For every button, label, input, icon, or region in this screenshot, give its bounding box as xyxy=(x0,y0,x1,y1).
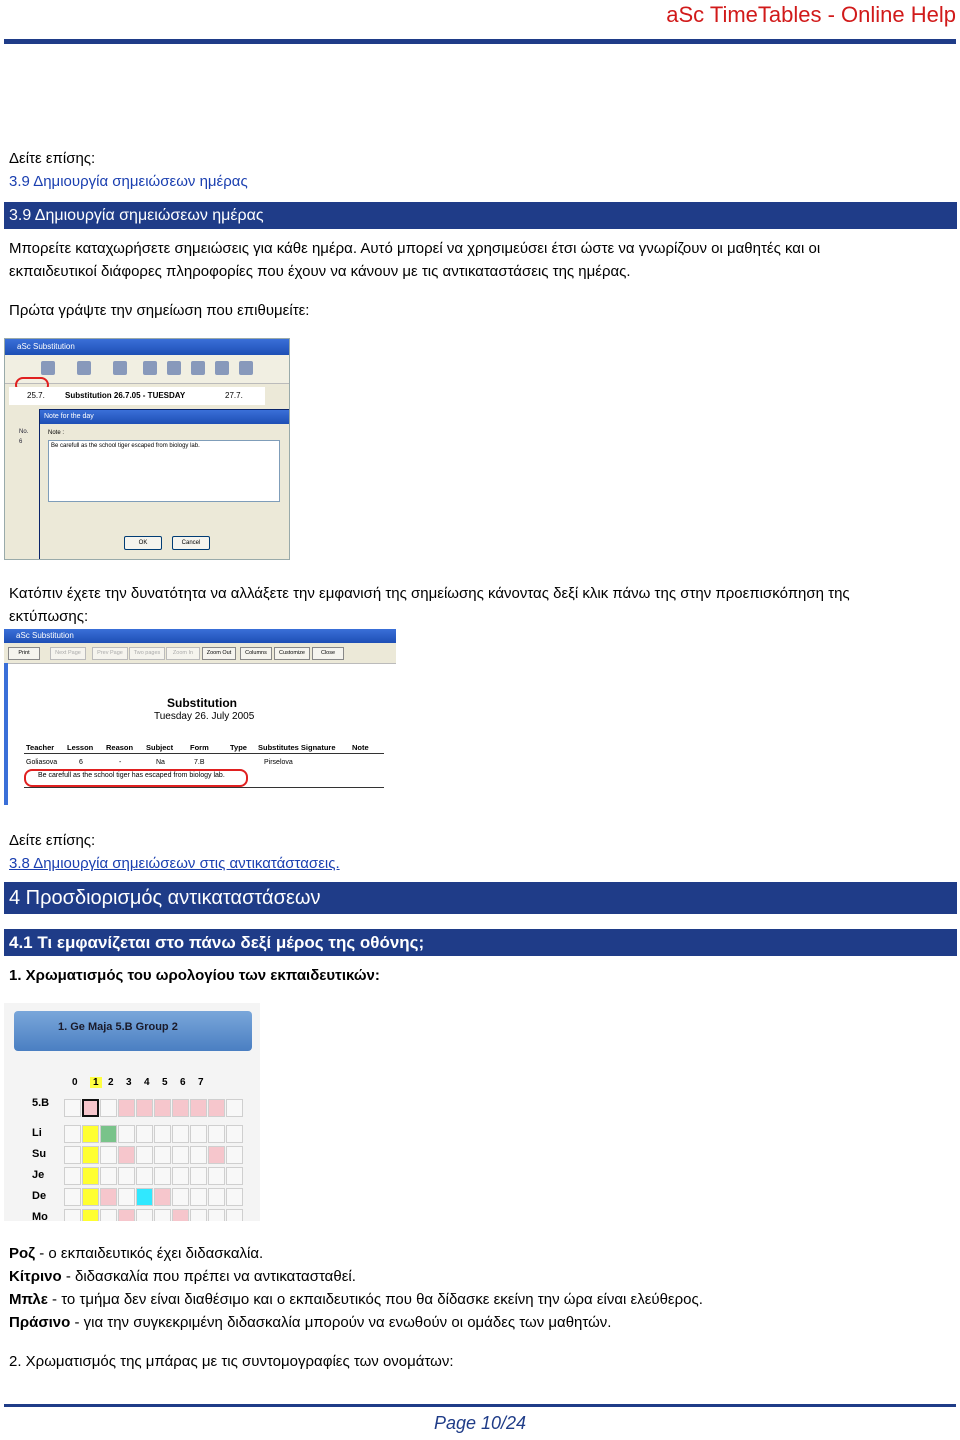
timetable-cell[interactable] xyxy=(208,1167,225,1185)
legend-item xyxy=(9,1265,356,1288)
side-no-value: 6 xyxy=(19,439,23,445)
timetable-cell[interactable] xyxy=(100,1099,117,1117)
timetable-cell[interactable] xyxy=(172,1209,189,1221)
timetable-cell[interactable] xyxy=(136,1146,153,1164)
legend-item xyxy=(9,1288,703,1311)
columns-button[interactable]: Columns xyxy=(240,647,272,660)
timetable-cell[interactable] xyxy=(190,1125,207,1143)
cancel-button[interactable]: Cancel xyxy=(172,536,210,550)
cell-substitute: Pirselova xyxy=(264,759,293,766)
timetable-cell[interactable] xyxy=(190,1167,207,1185)
timetable-cell[interactable] xyxy=(154,1209,171,1221)
timetable-cell[interactable] xyxy=(64,1188,81,1206)
see-also-label: Δείτε επίσης: xyxy=(9,150,96,167)
timetable-cell[interactable] xyxy=(64,1167,81,1185)
preview-date: Tuesday 26. July 2005 xyxy=(154,711,255,722)
toolbar-icon[interactable] xyxy=(191,361,205,375)
period-number: 4 xyxy=(144,1077,150,1088)
timetable-cell[interactable] xyxy=(154,1188,171,1206)
see-also-link[interactable]: 3.9 Δημιουργία σημειώσεων ημέρας xyxy=(9,173,248,190)
timetable-cell[interactable] xyxy=(100,1167,117,1185)
timetable-cell[interactable] xyxy=(136,1167,153,1185)
toolbar-icon[interactable] xyxy=(143,361,157,375)
timetable-cell[interactable] xyxy=(154,1099,171,1117)
paragraph-line: Κατόπιν έχετε την δυνατότητα να αλλάξετε την εμφανισή της σημείωσης κάνοντας δεξί κλικ πάνω της στην προεπισκόπηση της xyxy=(9,585,850,602)
legend-term: Κίτρινο xyxy=(9,1268,62,1285)
paragraph-line: Μπορείτε καταχωρήσετε σημειώσεις για κάθε ημέρα. Αυτό μπορεί να χρησιμεύσει έτσι ώστε να γνωρίζουν οι μαθητές και οι xyxy=(9,240,821,257)
timetable-cell[interactable] xyxy=(82,1099,99,1117)
page-number: Page 10/24 xyxy=(433,1413,527,1433)
two-pages-button[interactable]: Two pages xyxy=(129,647,165,660)
page-header-title: aSc TimeTables - Online Help xyxy=(666,2,956,27)
paragraph-instruction: Πρώτα γράψτε την σημείωση που επιθυμείτε: xyxy=(9,302,310,319)
period-number: 7 xyxy=(198,1077,204,1088)
list-item-heading: 1. Χρωματισμός του ωρολογίου των εκπαιδευτικών: xyxy=(9,967,380,984)
timetable-cell[interactable] xyxy=(136,1125,153,1143)
side-column xyxy=(19,427,28,447)
cell-reason: - xyxy=(119,759,122,766)
screenshot-teacher-timetable xyxy=(4,1003,260,1221)
timetable-cell[interactable] xyxy=(172,1125,189,1143)
period-number: 0 xyxy=(72,1077,78,1088)
legend-desc: - ο εκπαιδευτικός έχει διδασκαλία. xyxy=(35,1245,264,1262)
toolbar-icon[interactable] xyxy=(41,361,55,375)
cell-form: 7.B xyxy=(194,759,205,766)
timetable-cell[interactable] xyxy=(190,1188,207,1206)
timetable-cell[interactable] xyxy=(82,1167,99,1185)
note-label: Note : xyxy=(48,430,65,436)
day-label: Su xyxy=(32,1148,47,1160)
preview-border xyxy=(4,663,8,805)
timetable-cell[interactable] xyxy=(64,1209,81,1221)
legend-desc: - το τμήμα δεν είναι διαθέσιμο και ο εκπαιδευτικός που θα δίδασκε εκείνη την ώρα είναι ελεύθερος. xyxy=(47,1291,703,1308)
timetable-cell[interactable] xyxy=(190,1209,207,1221)
timetable-cell[interactable] xyxy=(190,1146,207,1164)
period-number: 1 xyxy=(90,1077,102,1088)
window-title: aSc Substitution xyxy=(5,339,289,355)
day-bar xyxy=(9,387,265,405)
period-number: 3 xyxy=(126,1077,132,1088)
timetable-cell[interactable] xyxy=(82,1209,99,1221)
timetable-cell[interactable] xyxy=(172,1146,189,1164)
zoom-out-button[interactable]: Zoom Out xyxy=(202,647,236,660)
timetable-cell[interactable] xyxy=(82,1188,99,1206)
timetable-cell[interactable] xyxy=(226,1125,243,1143)
timetable-header xyxy=(14,1011,252,1051)
timetable-cell[interactable] xyxy=(82,1125,99,1143)
timetable-cell[interactable] xyxy=(82,1146,99,1164)
timetable-cell[interactable] xyxy=(208,1146,225,1164)
screenshot-note-dialog xyxy=(4,338,290,560)
printer-icon[interactable] xyxy=(113,361,127,375)
print-button[interactable]: Print xyxy=(8,647,40,660)
table-rule xyxy=(24,787,384,788)
see-also-link[interactable]: 3.8 Δημιουργία σημειώσεων στις αντικατάστασεις. xyxy=(9,855,340,872)
timetable-cell[interactable] xyxy=(64,1146,81,1164)
section-heading-4-1: 4.1 Τι εμφανίζεται στο πάνω δεξί μέρος της οθόνης; xyxy=(4,929,957,956)
ok-button[interactable]: OK xyxy=(124,536,162,550)
timetable-cell[interactable] xyxy=(118,1209,135,1221)
section-heading-3-9: 3.9 Δημιουργία σημειώσεων ημέρας xyxy=(4,202,957,229)
class-label: 5.B xyxy=(32,1097,50,1109)
note-textarea[interactable]: Be carefull as the school tiger escaped from biology lab. xyxy=(48,440,280,502)
note-dialog xyxy=(39,409,290,560)
col-lesson: Lesson xyxy=(67,743,94,752)
side-no-label: No. xyxy=(19,429,29,435)
table-rule xyxy=(24,753,384,754)
toolbar-icon[interactable] xyxy=(215,361,229,375)
col-teacher: Teacher xyxy=(26,743,55,752)
timetable-cell[interactable] xyxy=(136,1209,153,1221)
col-form: Form xyxy=(190,743,209,752)
note-text[interactable]: Be carefull as the school tiger has escaped from biology lab. xyxy=(38,772,225,779)
footer-rule xyxy=(4,1404,956,1407)
legend-desc: - διδασκαλία που πρέπει να αντικατασταθεί. xyxy=(61,1268,356,1285)
customize-button[interactable]: Customize xyxy=(274,647,310,660)
timetable-cell[interactable] xyxy=(172,1167,189,1185)
close-button[interactable]: Close xyxy=(312,647,344,660)
timetable-cell[interactable] xyxy=(100,1146,117,1164)
cell-lesson: 6 xyxy=(79,759,83,766)
section-heading-4: 4 Προσδιορισμός αντικαταστάσεων xyxy=(4,882,957,914)
timetable-cell[interactable] xyxy=(208,1209,225,1221)
day-label: De xyxy=(32,1190,47,1202)
cell-teacher: Goliasova xyxy=(26,759,58,766)
timetable-cell[interactable] xyxy=(172,1188,189,1206)
legend-item xyxy=(9,1242,263,1265)
timetable-header-text: 1. Ge Maja 5.B Group 2 xyxy=(58,1021,178,1033)
timetable-cell[interactable] xyxy=(118,1146,135,1164)
timetable-cell[interactable] xyxy=(100,1188,117,1206)
day-title: Substitution 26.7.05 - TUESDAY xyxy=(65,391,186,400)
preview-toolbar xyxy=(4,643,396,664)
timetable-cell[interactable] xyxy=(190,1099,207,1117)
toolbar-icon[interactable] xyxy=(77,361,91,375)
col-signature: Substitutes Signature xyxy=(258,743,336,752)
legend-item xyxy=(9,1311,611,1334)
day-label: Je xyxy=(32,1169,45,1181)
next-page-button[interactable]: Next Page xyxy=(50,647,86,660)
timetable-cell[interactable] xyxy=(100,1125,117,1143)
timetable-cell[interactable] xyxy=(208,1188,225,1206)
timetable-cell[interactable] xyxy=(226,1209,243,1221)
day-label: Li xyxy=(32,1127,42,1139)
timetable-cell[interactable] xyxy=(208,1125,225,1143)
toolbar-icon[interactable] xyxy=(167,361,181,375)
legend-desc: - για την συγκεκριμένη διδασκαλία μπορούν να ενωθούν οι ομάδες των μαθητών. xyxy=(70,1314,612,1331)
period-number: 6 xyxy=(180,1077,186,1088)
preview-title: Substitution xyxy=(167,696,237,710)
see-also-label: Δείτε επίσης: xyxy=(9,832,96,849)
timetable-cell[interactable] xyxy=(226,1188,243,1206)
timetable-cell[interactable] xyxy=(154,1146,171,1164)
timetable-cell[interactable] xyxy=(226,1099,243,1117)
col-reason: Reason xyxy=(106,743,134,752)
timetable-cell[interactable] xyxy=(226,1167,243,1185)
timetable-cell[interactable] xyxy=(64,1125,81,1143)
next-day[interactable]: 27.7. xyxy=(225,391,243,400)
legend-term: Ροζ xyxy=(9,1245,36,1262)
timetable-cell[interactable] xyxy=(136,1099,153,1117)
list-item-heading: 2. Χρωματισμός της μπάρας με τις συντομογραφίες των ονομάτων: xyxy=(9,1353,454,1370)
paragraph-line: εκτύπωσης: xyxy=(9,608,89,625)
col-subject: Subject xyxy=(146,743,174,752)
period-number: 2 xyxy=(108,1077,114,1088)
col-note: Note xyxy=(352,743,369,752)
period-number: 5 xyxy=(162,1077,168,1088)
timetable-cell[interactable] xyxy=(64,1099,81,1117)
timetable-cell[interactable] xyxy=(118,1099,135,1117)
window-title: aSc Substitution xyxy=(4,629,396,643)
timetable-cell[interactable] xyxy=(208,1099,225,1117)
day-label: Mo xyxy=(32,1211,48,1221)
timetable-cell[interactable] xyxy=(154,1167,171,1185)
timetable-cell[interactable] xyxy=(118,1188,135,1206)
timetable-cell[interactable] xyxy=(172,1099,189,1117)
timetable-cell[interactable] xyxy=(136,1188,153,1206)
col-type: Type xyxy=(230,743,247,752)
timetable-cell[interactable] xyxy=(118,1125,135,1143)
timetable-cell[interactable] xyxy=(226,1146,243,1164)
prev-day[interactable]: 25.7. xyxy=(27,391,45,400)
screenshot-print-preview xyxy=(4,629,396,805)
timetable-cell[interactable] xyxy=(100,1209,117,1221)
toolbar-icon[interactable] xyxy=(239,361,253,375)
timetable-cell[interactable] xyxy=(118,1167,135,1185)
zoom-in-button[interactable]: Zoom In xyxy=(166,647,200,660)
cell-subject: Na xyxy=(156,759,165,766)
paragraph-line: εκπαιδευτικοί διάφορες πληροφορίες που έχουν να κάνουν με τις αντικαταστάσεις της ημέρας. xyxy=(9,263,631,280)
legend-term: Πράσινο xyxy=(9,1314,71,1331)
timetable-cell[interactable] xyxy=(154,1125,171,1143)
prev-page-button[interactable]: Prev Page xyxy=(92,647,128,660)
legend-term: Μπλε xyxy=(9,1291,48,1308)
header-rule xyxy=(4,39,956,44)
dialog-title: Note for the day xyxy=(40,410,290,424)
